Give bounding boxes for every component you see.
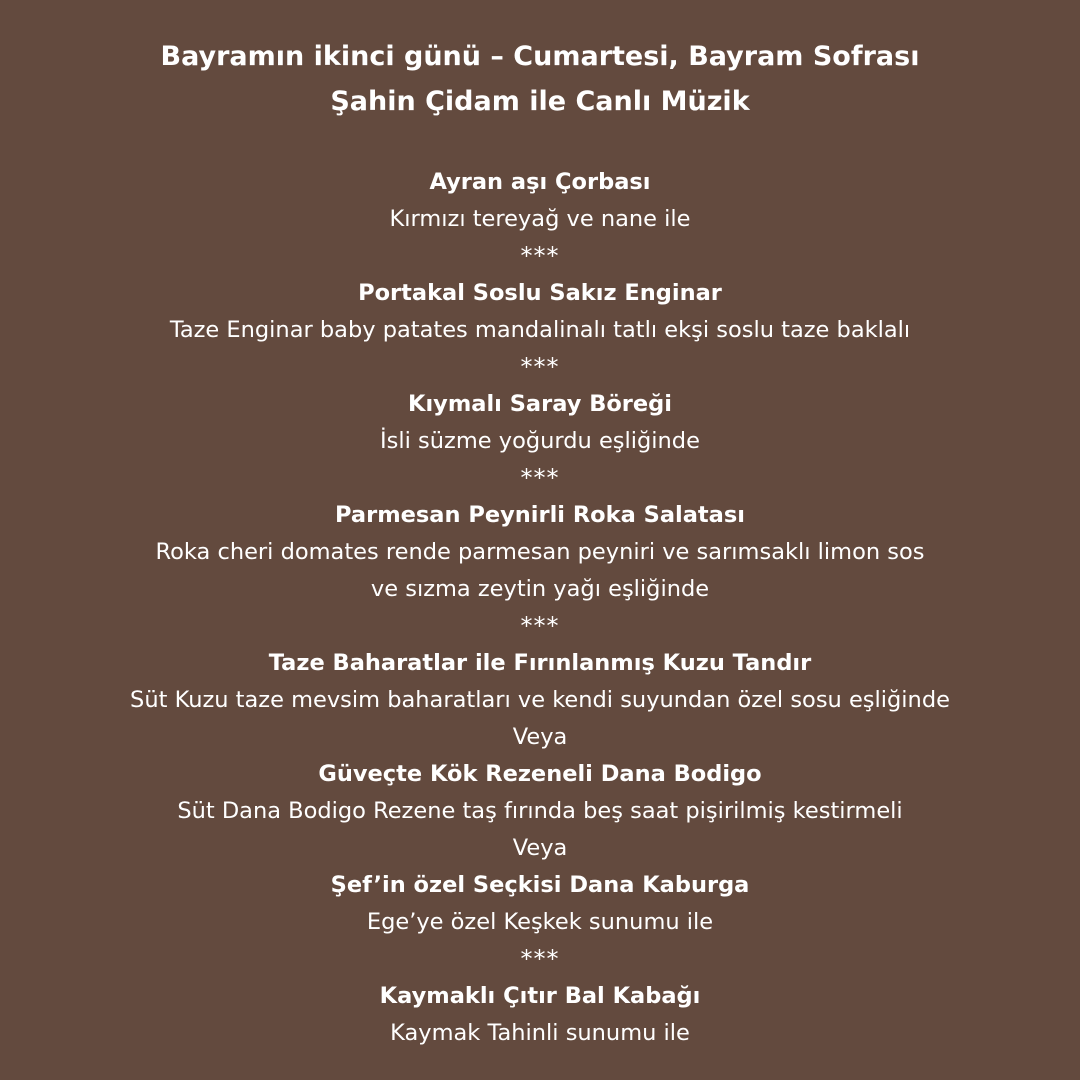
menu-or-label: Veya bbox=[512, 835, 568, 861]
menu-item-title: Parmesan Peynirli Roka Salatası bbox=[335, 502, 745, 528]
menu-item-description: Taze Enginar baby patates mandalinalı tatlı ekşi soslu taze baklalı bbox=[169, 317, 911, 343]
menu-item-description: İsli süzme yoğurdu eşliğinde bbox=[380, 428, 700, 454]
menu-item-title: Ayran aşı Çorbası bbox=[429, 169, 651, 195]
menu-separator: *** bbox=[520, 242, 560, 270]
menu-separator: *** bbox=[520, 353, 560, 381]
menu-list bbox=[0, 164, 1080, 1052]
menu-separator: *** bbox=[520, 464, 560, 492]
menu-item-title: Kıymalı Saray Böreği bbox=[408, 391, 672, 417]
header-line-1: Bayramın ikinci günü – Cumartesi, Bayram Sofrası bbox=[160, 41, 920, 72]
menu-item-title: Kaymaklı Çıtır Bal Kabağı bbox=[379, 983, 701, 1009]
menu-item-description: Ege’ye özel Keşkek sunumu ile bbox=[366, 909, 714, 935]
menu-item-title: Portakal Soslu Sakız Enginar bbox=[358, 280, 722, 306]
menu-separator: *** bbox=[520, 945, 560, 973]
menu-header bbox=[0, 34, 1080, 124]
menu-item-description: Roka cheri domates rende parmesan peyniri ve sarımsaklı limon sos bbox=[155, 539, 925, 565]
menu-item-title: Güveçte Kök Rezeneli Dana Bodigo bbox=[318, 761, 762, 787]
menu-item-description: Süt Dana Bodigo Rezene taş fırında beş saat pişirilmiş kestirmeli bbox=[177, 798, 903, 824]
menu-item-description-line-2: ve sızma zeytin yağı eşliğinde bbox=[370, 576, 710, 602]
header-line-2: Şahin Çidam ile Canlı Müzik bbox=[330, 86, 750, 117]
menu-item-title: Şef’in özel Seçkisi Dana Kaburga bbox=[330, 872, 750, 898]
menu-item-description: Kaymak Tahinli sunumu ile bbox=[390, 1020, 690, 1046]
menu-item-description: Kırmızı tereyağ ve nane ile bbox=[389, 206, 691, 232]
menu-item-title: Taze Baharatlar ile Fırınlanmış Kuzu Tandır bbox=[268, 650, 812, 676]
menu-item-description: Süt Kuzu taze mevsim baharatları ve kendi suyundan özel sosu eşliğinde bbox=[130, 687, 950, 713]
menu-or-label: Veya bbox=[512, 724, 568, 750]
menu-separator: *** bbox=[520, 612, 560, 640]
